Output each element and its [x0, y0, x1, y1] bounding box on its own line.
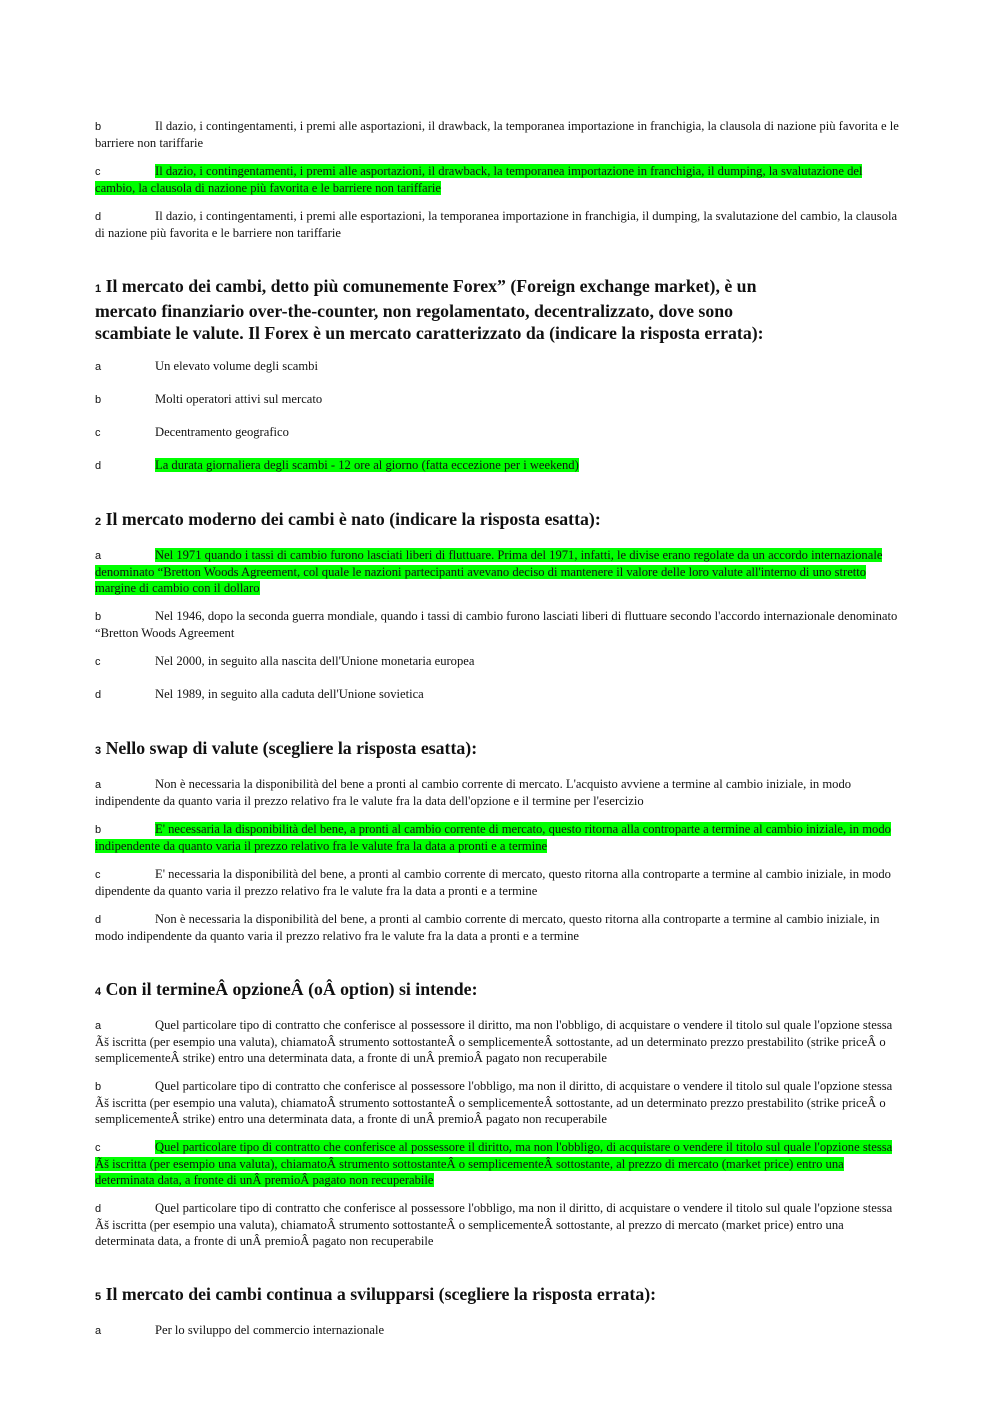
option-letter: d	[95, 914, 102, 926]
option-text: Quel particolare tipo di contratto che conferisce al possessore l'obbligo, ma non il diritto, di acquistare o vendere il titolo sul quale l'opzione stessa Ãš iscritta (per esempio una valuta), chiamatoÂ strumento sottostanteÂ o semplicementeÂ sottostante, al prezzo di mercato (market price) entro una determinata data, a fronte di unÂ premioÂ pagato non recuperabile	[95, 1201, 893, 1248]
answer-option	[95, 1078, 901, 1127]
option-text: Il dazio, i contingentamenti, i premi alle asportazioni, il drawback, la temporanea importazione in franchigia, la clausola di nazione più favorita e le barriere non tariffarie	[95, 119, 899, 150]
question-title: Nello swap di valute (scegliere la risposta esatta):	[105, 738, 478, 758]
answer-option	[95, 911, 901, 944]
answer-option	[95, 776, 901, 809]
question-heading	[95, 978, 901, 1003]
option-text: Molti operatori attivi sul mercato	[155, 392, 323, 406]
question-number: 5	[95, 1291, 102, 1303]
quiz-content	[95, 118, 901, 1351]
option-text: Quel particolare tipo di contratto che conferisce al possessore l'obbligo, ma non il diritto, di acquistare o vendere il titolo sul quale l'opzione stessa Ãš iscritta (per esempio una valuta), chiamatoÂ strumento sottostanteÂ o semplicementeÂ sottostante, ad un determinato prezzo prestabilito (strike priceÂ o semplicementeÂ strike) entro una determinata data, a fronte di unÂ premioÂ pagato non recuperabile	[95, 1079, 893, 1126]
answer-option-correct	[95, 547, 901, 596]
answer-option-correct	[95, 821, 901, 854]
question-heading	[95, 275, 795, 344]
option-text: Nel 1989, in seguito alla caduta dell'Unione sovietica	[155, 687, 424, 701]
option-text: Decentramento geografico	[155, 425, 289, 439]
option-letter: d	[95, 689, 102, 701]
option-text: Non è necessaria la disponibilità del bene a pronti al cambio corrente di mercato. L'acquisto avviene a termine al cambio iniziale, in modo indipendente da quanto varia il prezzo relativo fra le valute fra la data dell'opzione e il termine per l'esercizio	[95, 777, 852, 808]
option-text: Non è necessaria la disponibilità del bene, a pronti al cambio corrente di mercato, questo ritorna alla controparte a termine al cambio iniziale, in modo indipendente da quanto varia il prezzo relativo fra le valute fra la data a pronti e a termine	[95, 912, 880, 943]
question-heading	[95, 508, 901, 533]
option-letter: a	[95, 779, 102, 791]
answer-option	[95, 653, 901, 670]
answer-option-correct	[95, 1139, 901, 1188]
option-letter: b	[95, 1081, 102, 1093]
answer-option	[95, 208, 901, 241]
answer-option-correct	[95, 163, 901, 196]
option-letter: d	[95, 211, 102, 223]
option-letter: a	[95, 1325, 102, 1337]
option-text: Il dazio, i contingentamenti, i premi alle esportazioni, la temporanea importazione in franchigia, il dumping, la svalutazione del cambio, la clausola di nazione più favorita e le barriere non tariffarie	[95, 209, 898, 240]
answer-option-correct	[95, 457, 901, 474]
answer-option	[95, 866, 901, 899]
answer-option	[95, 118, 901, 151]
option-letter: c	[95, 166, 101, 178]
option-letter: b	[95, 611, 102, 623]
question-number: 3	[95, 745, 102, 757]
option-text-highlighted: Nel 1971 quando i tassi di cambio furono lasciati liberi di fluttuare. Prima del 1971, infatti, le divise erano regolate da un accordo internazionale denominato “Bretton Woods Agreement, col quale le nazioni partecipanti avevano deciso di mantenere il valore delle loro valute all'interno di uno stretto margine di cambio con il dollaro	[95, 548, 883, 595]
option-letter: a	[95, 1020, 102, 1032]
question-number: 2	[95, 516, 102, 528]
option-text: Nel 2000, in seguito alla nascita dell'Unione monetaria europea	[155, 654, 475, 668]
answer-option	[95, 1322, 901, 1339]
option-letter: d	[95, 460, 102, 472]
question-heading	[95, 1283, 901, 1308]
option-letter: a	[95, 361, 102, 373]
option-letter: c	[95, 656, 101, 668]
option-text-highlighted: E' necessaria la disponibilità del bene, a pronti al cambio corrente di mercato, questo ritorna alla controparte a termine al cambio iniziale, in modo indipendente da quanto varia il prezzo relativo fra le valute fra la data a pronti e a termine	[95, 822, 891, 853]
option-text: Quel particolare tipo di contratto che conferisce al possessore il diritto, ma non l'obbligo, di acquistare o vendere il titolo sul quale l'opzione stessa Ãš iscritta (per esempio una valuta), chiamatoÂ strumento sottostanteÂ o semplicementeÂ sottostante, ad un determinato prezzo prestabilito (strike priceÂ o semplicementeÂ strike) entro una determinata data, a fronte di unÂ premioÂ pagato non recuperabile	[95, 1018, 893, 1065]
question-heading	[95, 737, 901, 762]
question-title: Il mercato moderno dei cambi è nato (indicare la risposta esatta):	[105, 509, 601, 529]
answer-option	[95, 358, 901, 375]
question-title: Il mercato dei cambi continua a svilupparsi (scegliere la risposta errata):	[105, 1284, 657, 1304]
question-number: 1	[95, 283, 102, 295]
question-title: Con il termineÂ opzioneÂ (oÂ option) si intende:	[105, 979, 478, 999]
option-text-highlighted: La durata giornaliera degli scambi - 12 ore al giorno (fatta eccezione per i weekend)	[155, 458, 579, 472]
option-text: Un elevato volume degli scambi	[155, 359, 318, 373]
option-letter: c	[95, 427, 101, 439]
option-text: Per lo sviluppo del commercio internazionale	[155, 1323, 385, 1337]
answer-option	[95, 391, 901, 408]
answer-option	[95, 686, 901, 703]
option-letter: c	[95, 869, 101, 881]
option-letter: b	[95, 121, 102, 133]
option-text: E' necessaria la disponibilità del bene, a pronti al cambio corrente di mercato, questo ritorna alla controparte a termine al cambio iniziale, in modo dipendente da quanto varia il prezzo relativo fra le valute fra la data a pronti e a termine	[95, 867, 891, 898]
answer-option	[95, 1017, 901, 1066]
question-title: Il mercato dei cambi, detto più comunemente Forex” (Foreign exchange market), è un mercato finanziario over-the-counter, non regolamentato, decentralizzato, dove sono scambiate le valute. Il Forex è un mercato caratterizzato da (indicare la risposta errata):	[95, 276, 764, 343]
question-number: 4	[95, 986, 102, 998]
option-letter: b	[95, 394, 102, 406]
option-text-highlighted: Il dazio, i contingentamenti, i premi alle asportazioni, il drawback, la temporanea importazione in franchigia, il dumping, la svalutazione del cambio, la clausola di nazione più favorita e le barriere non tariffarie	[95, 164, 863, 195]
option-letter: d	[95, 1203, 102, 1215]
answer-option	[95, 1200, 901, 1249]
option-text: Nel 1946, dopo la seconda guerra mondiale, quando i tassi di cambio furono lasciati liberi di fluttuare secondo l'accordo internazionale denominato “Bretton Woods Agreement	[95, 609, 898, 640]
option-letter: b	[95, 824, 102, 836]
answer-option	[95, 424, 901, 441]
answer-option	[95, 608, 901, 641]
option-letter: c	[95, 1142, 101, 1154]
option-letter: a	[95, 550, 102, 562]
option-text-highlighted: Quel particolare tipo di contratto che conferisce al possessore il diritto, ma non l'obbligo, di acquistare o vendere il titolo sul quale l'opzione stessa Ãš iscritta (per esempio una valuta), chiamatoÂ strumento sottostanteÂ o semplicementeÂ sottostante, al prezzo di mercato (market price) entro una determinata data, a fronte di unÂ premioÂ pagato non recuperabile	[95, 1140, 893, 1187]
